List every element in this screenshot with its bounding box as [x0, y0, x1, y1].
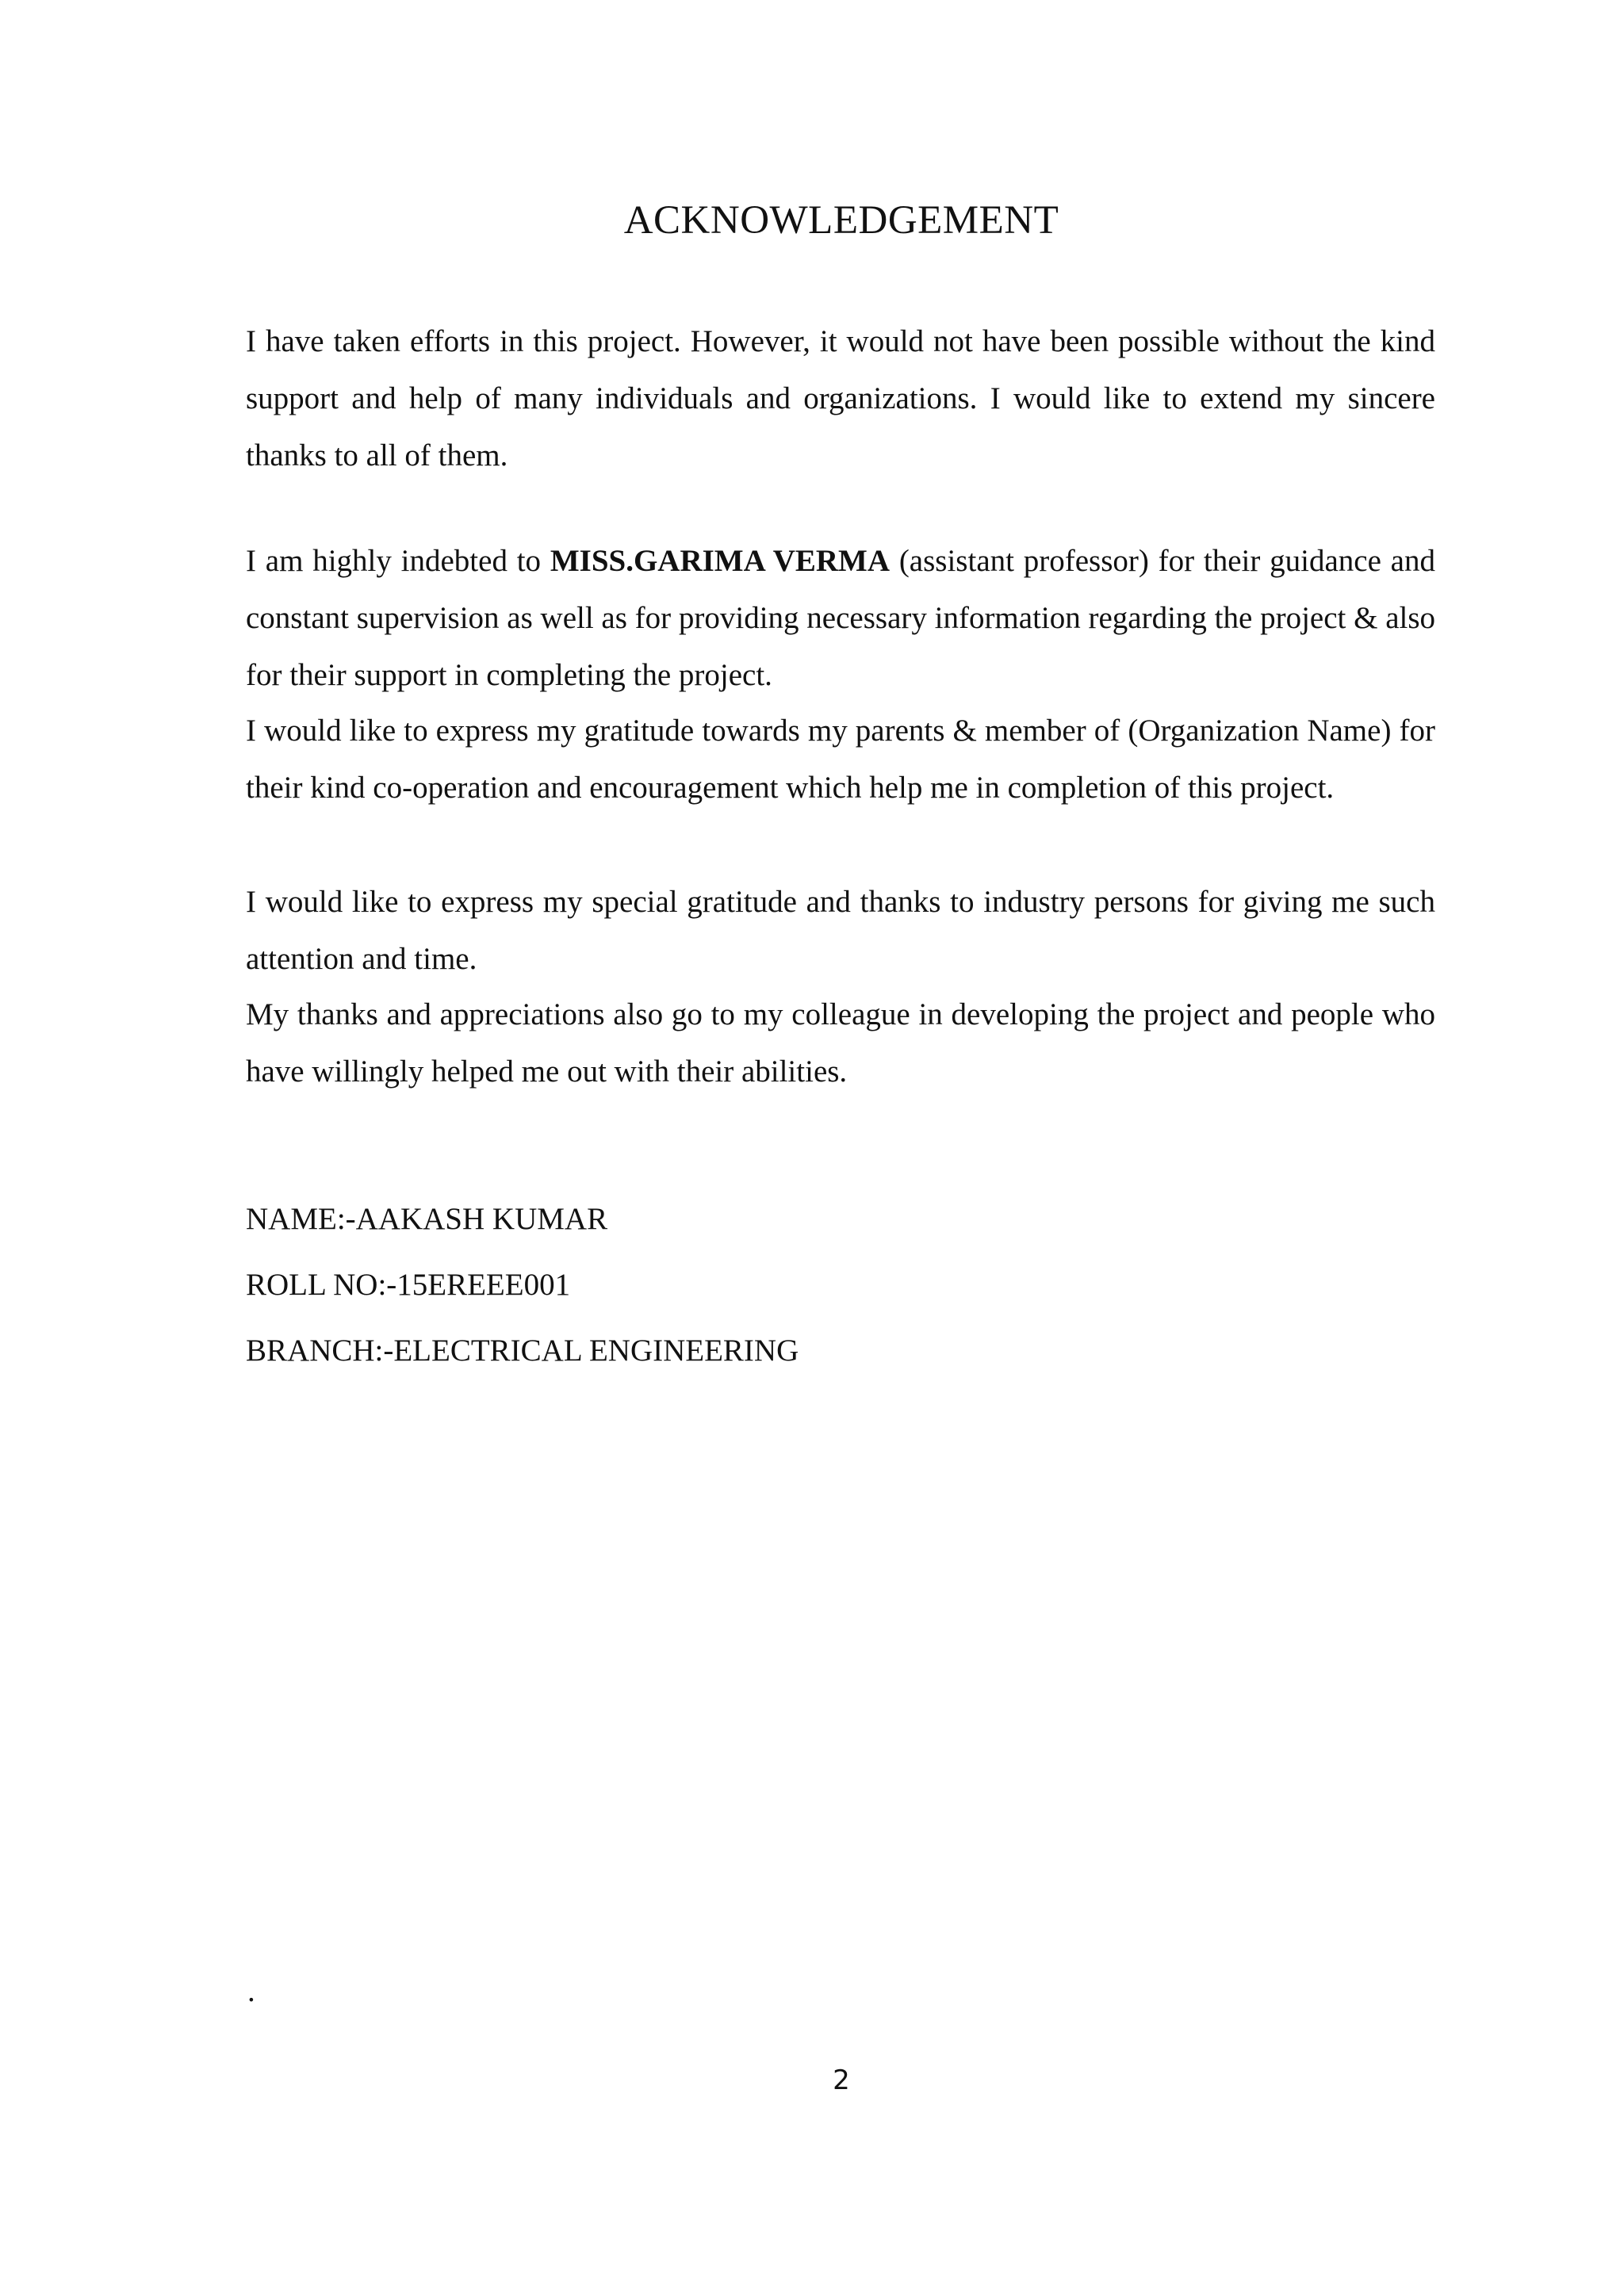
- paragraph-indebted-lead: I am highly indebted to: [246, 544, 550, 578]
- paragraph-indebted: [246, 533, 1435, 704]
- paragraph-efforts: I have taken efforts in this project. However, it would not have been possible without the kind support and help of many individuals and organizations. I would like to extend my sincere thanks to all of them.: [246, 324, 1435, 473]
- page-title: ACKNOWLEDGEMENT: [623, 198, 1059, 243]
- signature-branch: BRANCH:-ELECTRICAL ENGINEERING: [246, 1334, 799, 1368]
- paragraph-thanks-colleague: My thanks and appreciations also go to my colleague in developing the project and people who have willingly helped me out with their abilities.: [246, 997, 1435, 1089]
- paragraph-gratitude-industry: I would like to express my special gratitude and thanks to industry persons for giving me such attention and time.: [246, 885, 1435, 976]
- signature-roll-number: ROLL NO:-15EREEE001: [246, 1268, 571, 1302]
- signature-name: NAME:-AAKASH KUMAR: [246, 1202, 608, 1236]
- stray-dot: .: [247, 1974, 255, 2008]
- paragraph-gratitude-parents: I would like to express my gratitude towards my parents & member of (Organization Name) for their kind co-operation and encouragement which help me in completion of this project.: [246, 714, 1435, 805]
- page-number: 2: [833, 2064, 850, 2096]
- guide-name: MISS.GARIMA VERMA: [550, 544, 891, 578]
- paragraph-indebted-rest: (assistant professor) for their guidance and constant supervision as well as for providing necessary information regarding the project & also for their support in completing the project.: [246, 544, 1436, 692]
